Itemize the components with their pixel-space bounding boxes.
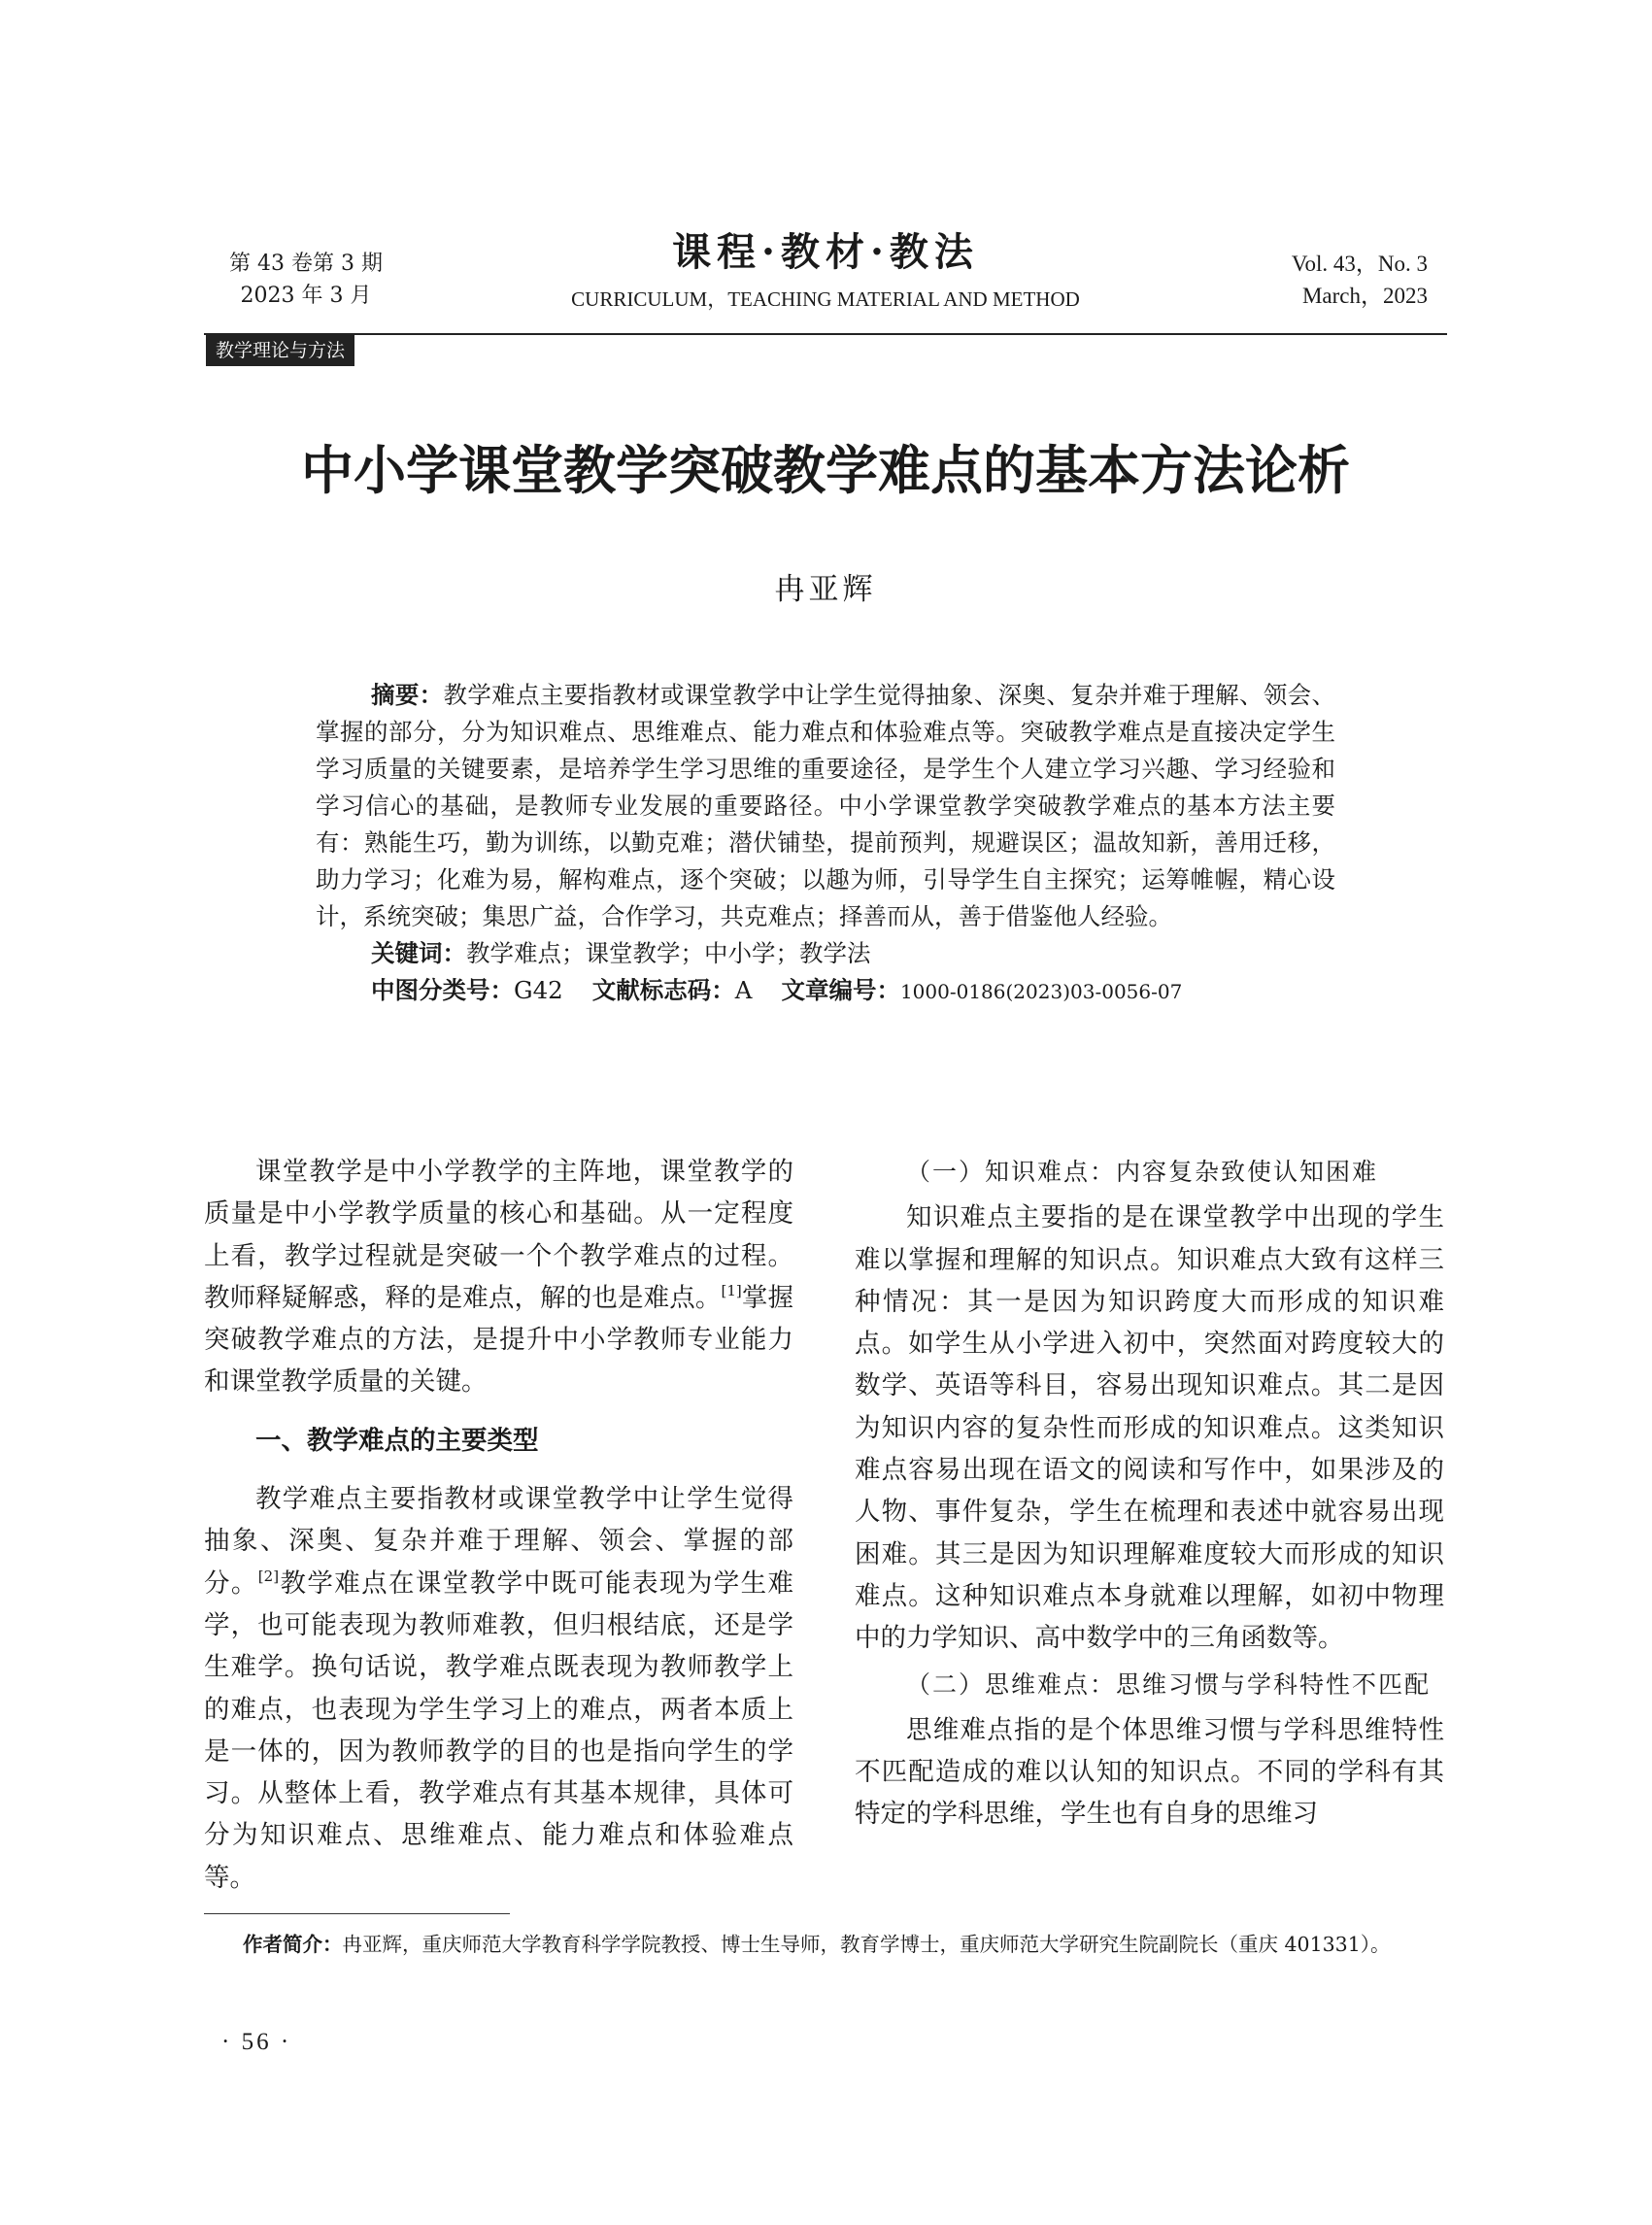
body-column-left	[204, 1151, 793, 1899]
abstract-text: 教学难点主要指教材或课堂教学中让学生觉得抽象、深奥、复杂并难于理解、领会、掌握的部分，分为知识难点、思维难点、能力难点和体验难点等。突破教学难点是直接决定学生学习质量的关键要素，是培养学生学习思维的重要途径，是学生个人建立学习兴趣、学习经验和学习信心的基础，是教师专业发展的重要路径。中小学课堂教学突破教学难点的基本方法主要有：熟能生巧，勤为训练，以勤克难；潜伏铺垫，提前预判，规避误区；温故知新，善用迁移，助力学习；化难为易，解构难点，逐个突破；以趣为师，引导学生自主探究；运筹帷幄，精心设计，系统突破；集思广益，合作学习，共克难点；择善而从，善于借鉴他人经验。	[316, 681, 1335, 930]
section-tag: 教学理论与方法	[206, 335, 354, 366]
paragraph-text: 课堂教学是中小学教学的主阵地，课堂教学的质量是中小学教学质量的核心和基础。从一定程度上看，教学过程就是突破一个个教学难点的过程。教师释疑解惑，释的是难点，解的也是难点。	[204, 1157, 793, 1313]
section-heading: 一、教学难点的主要类型	[255, 1425, 539, 1456]
article-title: 中小学课堂教学突破教学难点的基本方法论析	[301, 440, 1350, 501]
header-rule	[204, 333, 1447, 335]
subsection-heading: （二）思维难点：思维习惯与学科特性不匹配	[906, 1669, 1432, 1699]
journal-name-en: CURRICULUM，TEACHING MATERIAL AND METHOD	[571, 287, 1080, 311]
footnote-rule	[204, 1913, 510, 1914]
paragraph-text: 掌握突破教学难点的方法，是提升中小学教师专业能力和课堂教学质量的关键。	[204, 1282, 793, 1398]
page-number: · 56 ·	[221, 2029, 292, 2055]
doc-code-label: 文献标志码：	[591, 976, 735, 1004]
subsection-heading: （一）知识难点：内容复杂致使认知困难	[906, 1158, 1379, 1186]
keywords-line	[316, 935, 1335, 972]
classification-line	[316, 972, 1335, 1010]
issue-date-en: March，2023	[1301, 284, 1428, 308]
volume-issue-en: Vol. 43，No. 3	[1291, 252, 1428, 276]
issue-info-en	[1214, 248, 1428, 312]
citation-ref[interactable]: [1]	[721, 1281, 742, 1299]
citation-ref[interactable]: [2]	[257, 1567, 280, 1585]
abstract-block	[316, 677, 1335, 1010]
body-paragraph: 知识难点主要指的是在课堂教学中出现的学生难以掌握和理解的知识点。知识难点大致有这样三种情况：其一是因为知识跨度大而形成的知识难点。如学生从小学进入初中，突然面对跨度较大的数学、英语等科目，容易出现知识难点。其二是因为知识内容的复杂性而形成的知识难点。这类知识难点容易出现在语文的阅读和写作中，如果涉及的人物、事件复杂，学生在梳理和表述中就容易出现困难。其三是因为知识理解难度较大而形成的知识难点。这种知识难点本身就难以理解，如初中物理中的力学知识、高中数学中的三角函数等。	[855, 1202, 1444, 1654]
article-author: 冉亚辉	[774, 572, 877, 607]
clc-value: G42	[514, 976, 563, 1004]
paragraph-text: 教学难点主要指教材或课堂教学中让学生觉得抽象、深奥、复杂并难于理解、领会、掌握的部分。	[204, 1484, 793, 1599]
keywords-text: 教学难点；课堂教学；中小学；教学法	[466, 939, 871, 967]
paragraph-text: 教学难点在课堂教学中既可能表现为学生难学，也可能表现为教师难教，但归根结底，还是学生难学。换句话说，教学难点既表现为教师教学上的难点，也表现为学生学习上的难点，两者本质上是一体的，因为教师教学的目的也是指向学生的学习。从整体上看，教学难点有其基本规律，具体可分为知识难点、思维难点、能力难点和体验难点等。	[204, 1568, 794, 1893]
footnote-text: 冉亚辉，重庆师范大学教育科学学院教授、博士生导师，教育学博士，重庆师范大学研究生院副院长（重庆 401331）。	[342, 1933, 1391, 1956]
abstract-paragraph	[316, 677, 1335, 935]
footnote-label: 作者简介：	[243, 1933, 343, 1956]
issue-info	[219, 248, 393, 312]
journal-masthead	[486, 228, 1165, 316]
article-no-label: 文章编号：	[781, 976, 900, 1004]
body-paragraph	[204, 1151, 793, 1403]
doc-code-value: A	[734, 976, 753, 1004]
body-paragraph	[204, 1478, 793, 1899]
journal-name-cn: 课程·教材·教法	[672, 229, 979, 275]
keywords-label: 关键词：	[371, 939, 466, 967]
article-no-value: 1000-0186(2023)03-0056-07	[899, 980, 1183, 1003]
body-paragraph: 思维难点指的是个体思维习惯与学科思维特性不匹配造成的难以认知的知识点。不同的学科有其特定的学科思维，学生也有自身的思维习	[855, 1714, 1444, 1830]
author-footnote	[204, 1928, 1447, 1961]
clc-label: 中图分类号：	[371, 976, 514, 1004]
body-column-right	[855, 1151, 1444, 1836]
volume-issue-cn: 第 43 卷第 3 期	[229, 252, 383, 276]
abstract-label: 摘要：	[371, 681, 444, 709]
issue-date-cn: 2023 年 3 月	[240, 284, 372, 308]
